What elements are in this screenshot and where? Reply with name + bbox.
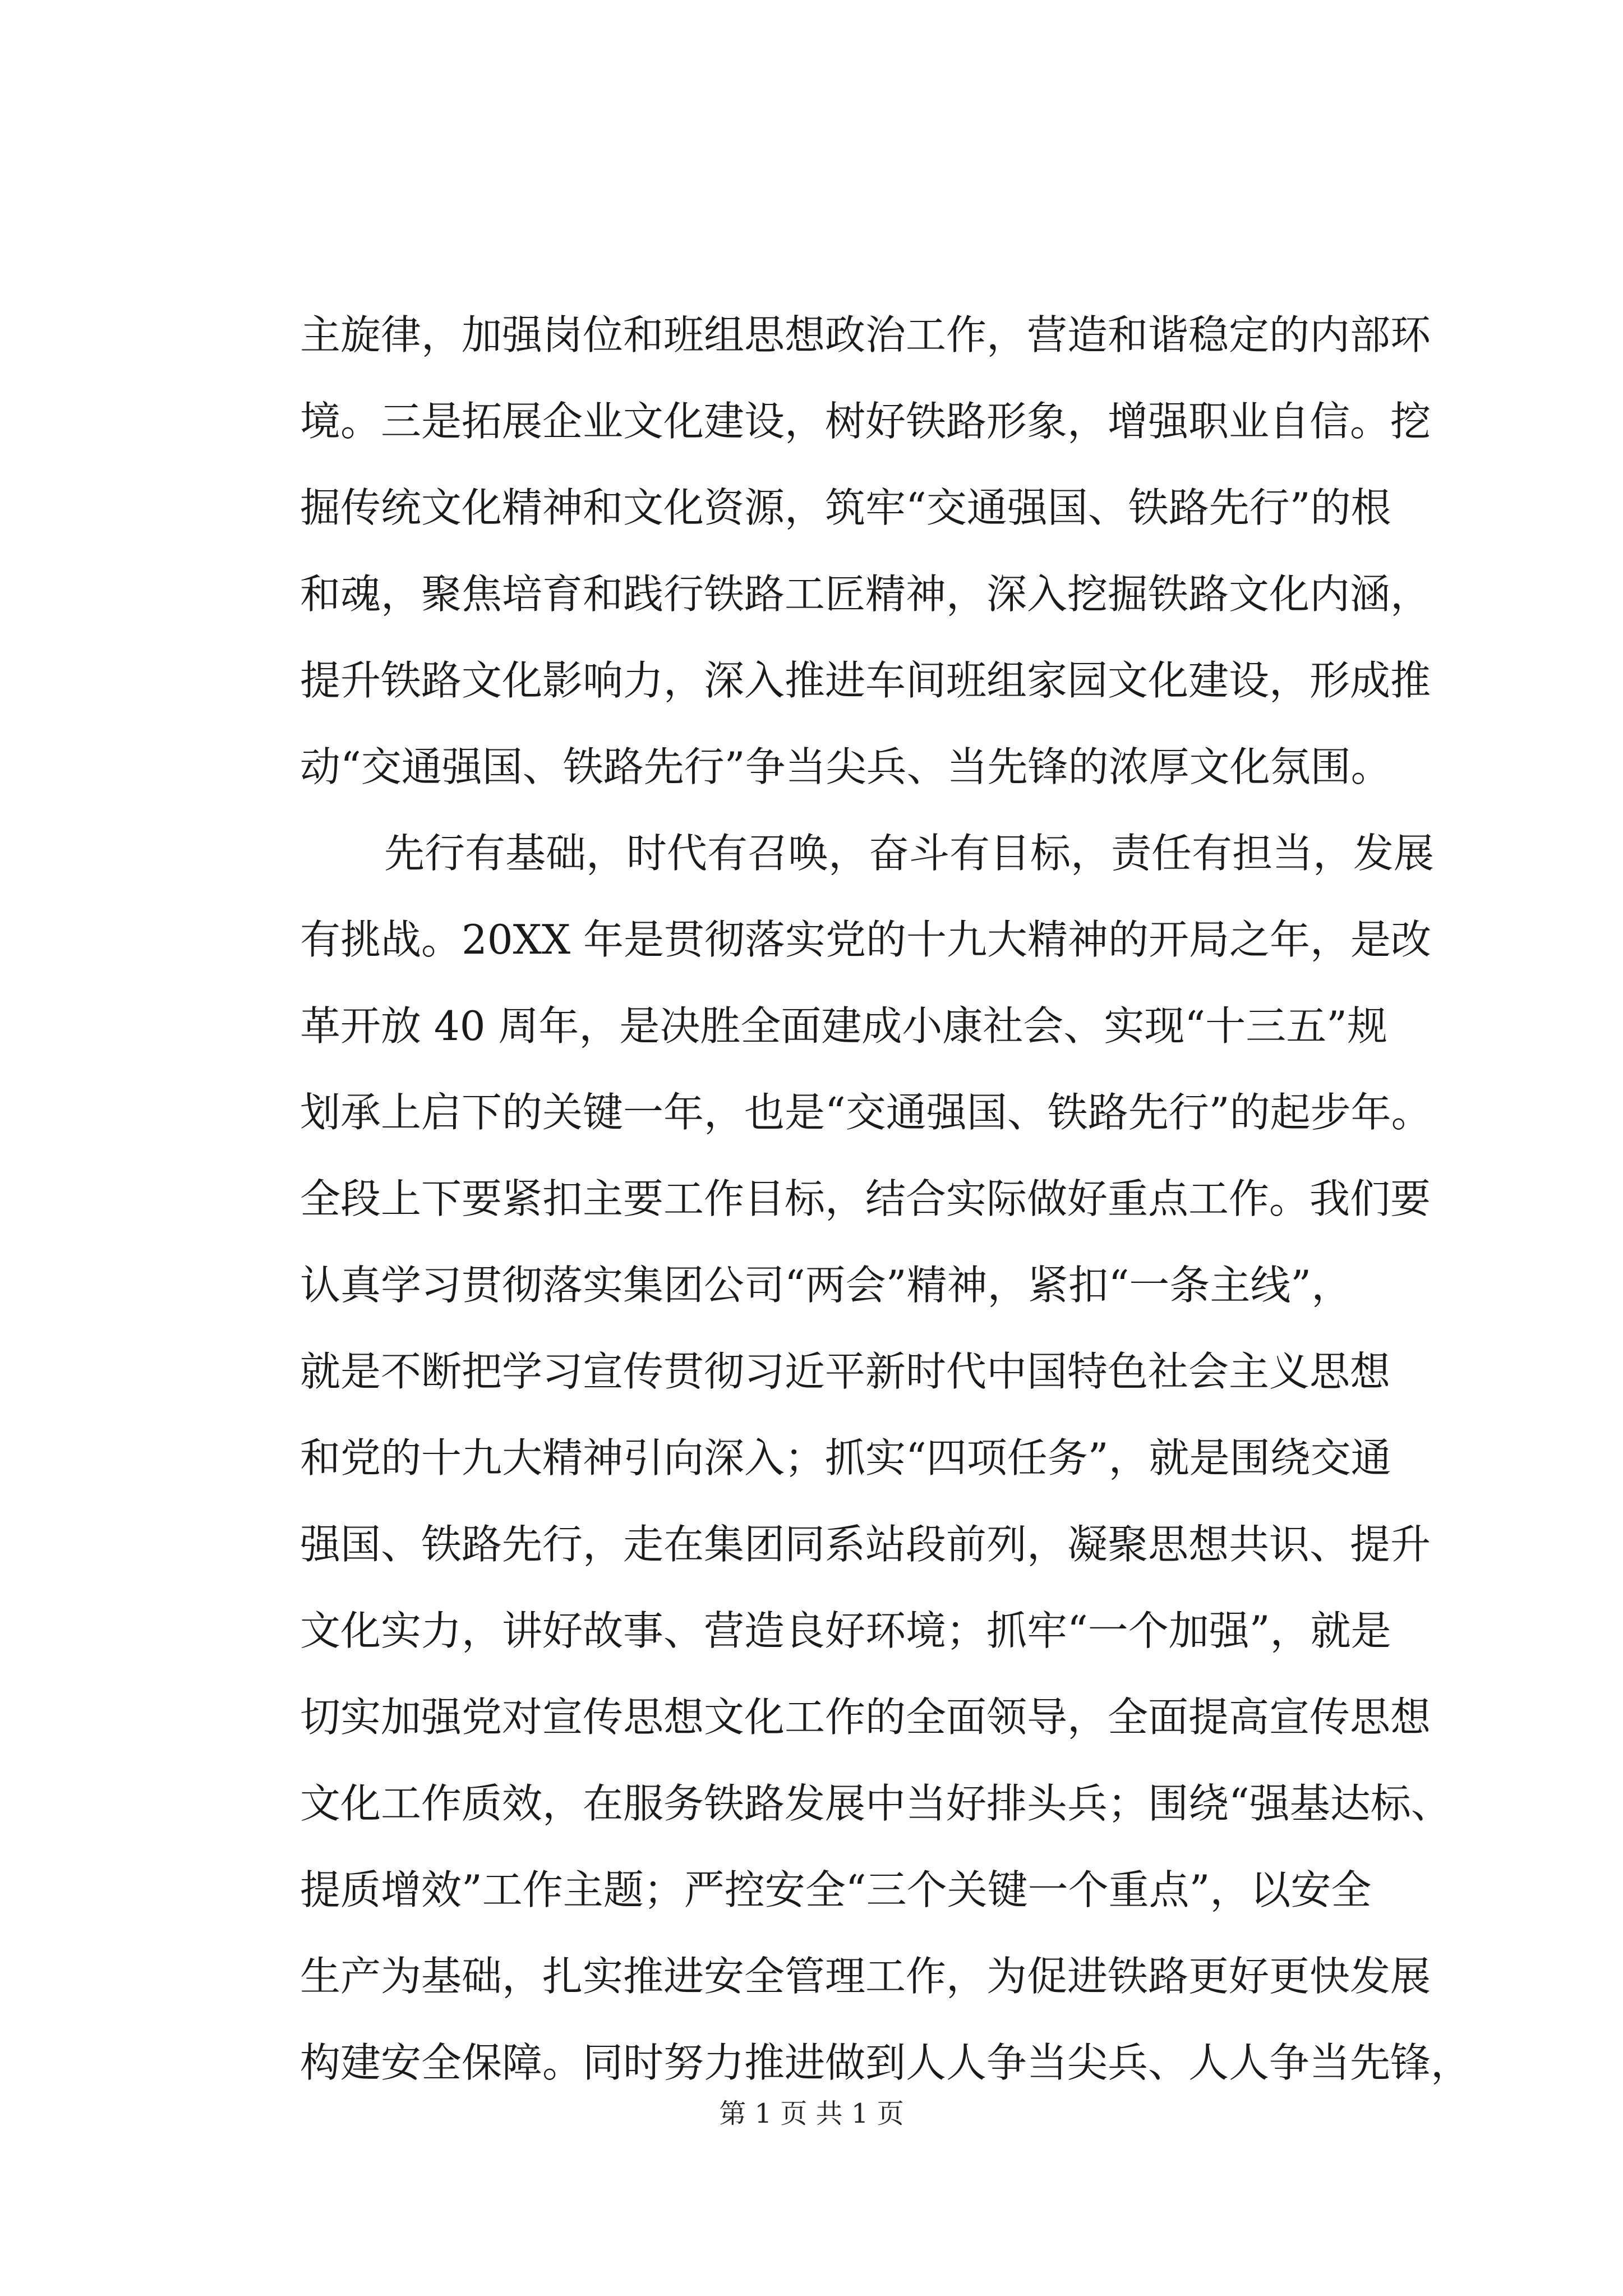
text-line: 和党的十九大精神引向深入；抓实“四项任务”，就是围绕交通 xyxy=(300,1434,1391,1481)
text-line: 和魂，聚焦培育和践行铁路工匠精神，深入挖掘铁路文化内涵， xyxy=(300,570,1431,618)
text-line: 构建安全保障。同时努力推进做到人人争当尖兵、人人争当先锋， xyxy=(300,2039,1472,2086)
text-line: 认真学习贯彻落实集团公司“两会”精神，紧扣“一条主线”， xyxy=(300,1262,1352,1309)
text-line: 有挑战。20XX 年是贯彻落实党的十九大精神的开局之年，是改 xyxy=(300,916,1432,963)
body-text xyxy=(300,292,1472,2106)
text-line: 就是不断把学习宣传贯彻习近平新时代中国特色社会主义思想 xyxy=(300,1348,1391,1395)
text-line: 文化实力，讲好故事、营造良好环境；抓牢“一个加强”，就是 xyxy=(300,1607,1391,1654)
text-line: 切实加强党对宣传思想文化工作的全面领导，全面提高宣传思想 xyxy=(300,1694,1431,1741)
text-line: 境。三是拓展企业文化建设，树好铁路形象，增强职业自信。挖 xyxy=(300,398,1431,445)
text-line: 提升铁路文化影响力，深入推进车间班组家园文化建设，形成推 xyxy=(300,657,1431,704)
page-number-footer: 第 1 页 共 1 页 xyxy=(719,2098,904,2129)
text-line: 动“交通强国、铁路先行”争当尖兵、当先锋的浓厚文化氛围。 xyxy=(300,743,1391,790)
text-line: 生产为基础，扎实推进安全管理工作，为促进铁路更好更快发展 xyxy=(300,1953,1431,2000)
text-line: 提质增效”工作主题；严控安全“三个关键一个重点”，以安全 xyxy=(300,1866,1372,1913)
text-line: 革开放 40 周年，是决胜全面建成小康社会、实现“十三五”规 xyxy=(300,1002,1388,1050)
text-line: 掘传统文化精神和文化资源，筑牢“交通强国、铁路先行”的根 xyxy=(300,484,1391,531)
paragraph-first-line: 先行有基础，时代有召唤，奋斗有目标，责任有担当，发展 xyxy=(384,830,1435,877)
text-line: 全段上下要紧扣主要工作目标，结合实际做好重点工作。我们要 xyxy=(300,1175,1431,1222)
text-line: 强国、铁路先行，走在集团同系站段前列，凝聚思想共识、提升 xyxy=(300,1521,1431,1568)
text-line: 文化工作质效，在服务铁路发展中当好排头兵；围绕“强基达标、 xyxy=(300,1780,1451,1827)
text-line: 主旋律，加强岗位和班组思想政治工作，营造和谐稳定的内部环 xyxy=(300,311,1431,358)
text-line: 划承上启下的关键一年，也是“交通强国、铁路先行”的起步年。 xyxy=(300,1089,1432,1136)
